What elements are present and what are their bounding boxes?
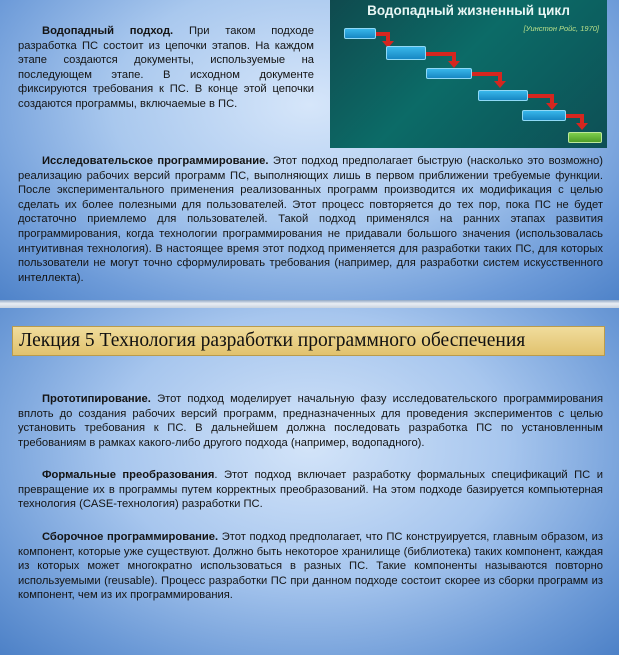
- stage-arrow-4: [528, 94, 554, 104]
- stage-box-2: [386, 46, 426, 60]
- stage-arrow-3: [472, 72, 502, 82]
- paragraph-assembly: [18, 530, 603, 603]
- heading-assembly: Сборочное программирование.: [42, 531, 219, 543]
- stage-box-4: [478, 90, 528, 101]
- stage-box-5: [522, 110, 566, 121]
- text-prototyping: Этот подход моделирует начальную фазу исследовательского программирования вплоть до создания рабочих версий программ, предназначенных для проведения экспериментов с целью установить требования к ПС. В дальнейшем должна последовать разработка ПС по установленным требованиям в рамках какого-либо другого подхода (например, водопадного).: [18, 393, 603, 449]
- slide-bottom: [0, 308, 619, 655]
- stage-arrow-1: [376, 32, 390, 42]
- slide-divider: [0, 300, 619, 308]
- slide-top: [0, 0, 619, 300]
- text-assembly: Этот подход предполагает, что ПС конструируется, главным образом, из компонент, которые уже существуют. Должно быть некоторое хранилище (библиотека) таких компонент, каждая из которых может многократно использоваться в разных ПС. Такие компоненты называются повторно используемыми (reusable). Процесс разработки ПС при данном подходе состоит скорее из сборки программ из компонент, чем из их программирования.: [18, 531, 603, 602]
- paragraph-exploratory: [18, 154, 603, 285]
- heading-exploratory: Исследовательское программирование.: [42, 155, 269, 167]
- heading-formal: Формальные преобразования: [42, 469, 215, 481]
- paragraph-prototyping: [18, 392, 603, 450]
- heading-prototyping: Прототипирование.: [42, 393, 151, 405]
- stage-arrow-2: [426, 52, 456, 62]
- stage-box-6: [568, 132, 602, 143]
- text-waterfall: При таком подходе разработка ПС состоит из цепочки этапов. На каждом этапе создаются документы, используемые на последующем этапе. В исходном документе фиксируются требования к ПС. В конце этой цепочки создаются программы, включаемые в ПС.: [18, 25, 315, 110]
- heading-waterfall: Водопадный подход.: [42, 25, 174, 37]
- stage-arrow-5: [566, 114, 584, 124]
- text-exploratory: Этот подход предполагает быструю (насколько это возможно) реализацию рабочих версий программ ПС, выполняющих лишь в первом приближении требуемые функции. После экспериментального применения реализованных программ производится их модификация с целью сделать их более полезными для пользователей. Этот процесс повторяется до тех пор, пока ПС не будет достаточно приемлемо для пользователей. Такой подход применялся на ранних этапах развития программирования, когда технологии программирования не придавали большого значения (использовалась интуитивная технология). В настоящее время этот подход применяется для разработки таких ПС, для которых пользователи не могут точно сформулировать требования (например, для разработки систем искусственного интеллекта).: [18, 155, 604, 284]
- stage-box-1: [344, 28, 376, 39]
- waterfall-diagram-title: Водопадный жизненный цикл: [367, 3, 570, 18]
- lecture-title: Лекция 5 Технология разработки программного обеспечения: [12, 326, 605, 356]
- paragraph-formal: [18, 468, 603, 512]
- waterfall-diagram-author: [Уинстон Ройс, 1970]: [523, 24, 599, 33]
- paragraph-waterfall: [18, 24, 314, 112]
- stage-box-3: [426, 68, 472, 79]
- waterfall-diagram-image: [330, 0, 607, 148]
- text-formal: . Этот подход включает разработку формальных спецификаций ПС и превращение их в программы путем корректных преобразований. На этом подходе базируется компьютерная технология (CASE-технология) разработки ПС.: [18, 469, 603, 511]
